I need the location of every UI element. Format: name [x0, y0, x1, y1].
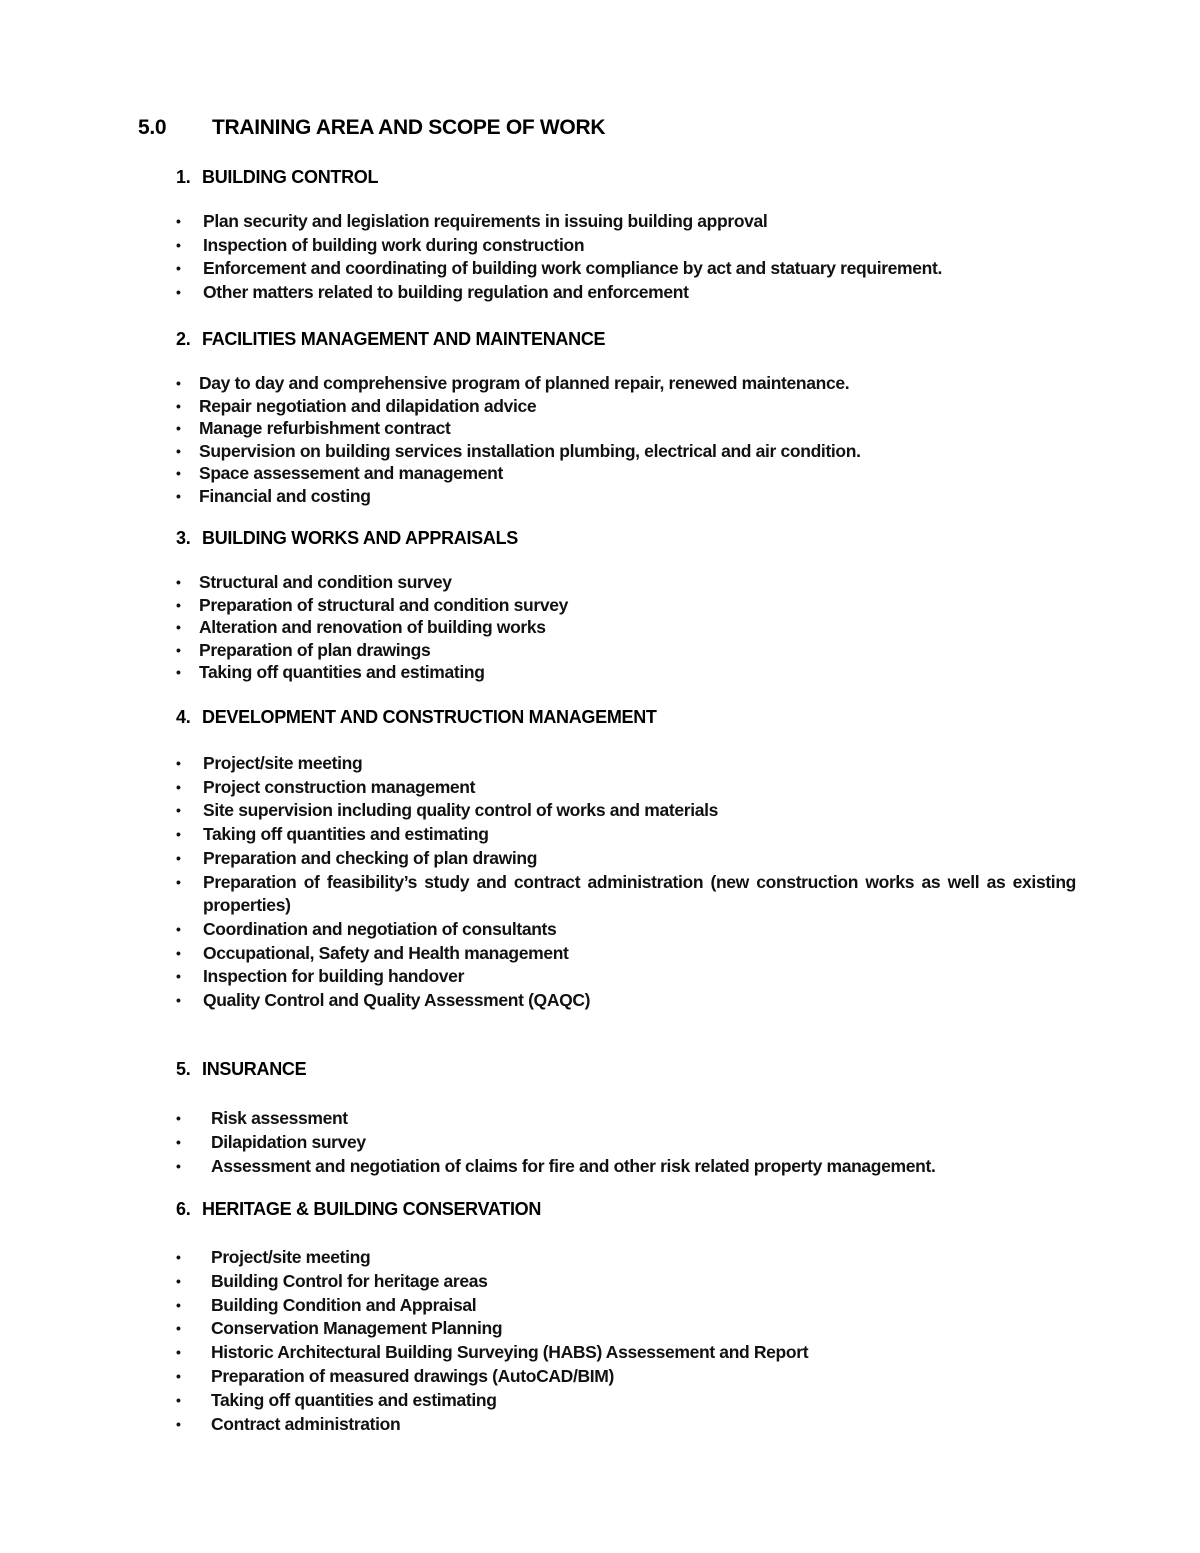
list-item — [176, 847, 1076, 871]
bullet-list — [176, 1106, 1076, 1178]
list-item — [176, 871, 1076, 918]
bullet-icon: • — [176, 944, 181, 961]
section-number: 3. — [176, 528, 191, 548]
main-heading — [138, 116, 605, 140]
bullet-icon: • — [176, 465, 181, 482]
bullet-icon: • — [176, 1272, 181, 1289]
bullet-icon: • — [176, 420, 181, 437]
bullet-icon: • — [176, 968, 181, 985]
list-item-text: Preparation and checking of plan drawing — [203, 847, 538, 868]
list-item-text: Occupational, Safety and Health management — [203, 942, 569, 963]
bullet-icon: • — [176, 236, 181, 253]
bullet-icon: • — [176, 826, 181, 843]
bullet-icon: • — [176, 1134, 181, 1150]
list-item — [176, 752, 1076, 776]
bullet-icon: • — [176, 260, 181, 277]
bullet-icon: • — [176, 1415, 181, 1432]
list-item-text: Historic Architectural Building Surveying (HABS) Assessement and Report — [211, 1342, 809, 1363]
bullet-icon: • — [176, 641, 181, 658]
list-item — [176, 1317, 1076, 1341]
bullet-icon: • — [176, 1110, 181, 1126]
bullet-icon: • — [176, 1344, 181, 1361]
section-title-text: BUILDING CONTROL — [202, 167, 379, 187]
list-item-text: Preparation of feasibility’s study and contract administration (new construction works as well as existing properties) — [203, 871, 1076, 916]
list-item — [176, 942, 1076, 966]
bullet-icon: • — [176, 802, 181, 819]
bullet-icon: • — [176, 1296, 181, 1313]
section-title-text: HERITAGE & BUILDING CONSERVATION — [202, 1199, 542, 1219]
section-number: 5. — [176, 1059, 191, 1079]
list-item — [176, 257, 1076, 281]
section-development-construction — [176, 706, 1076, 1013]
bullet-icon: • — [176, 283, 181, 300]
list-item — [176, 594, 1076, 617]
list-item — [176, 440, 1076, 463]
bullet-icon: • — [176, 920, 181, 937]
list-item-text: Day to day and comprehensive program of planned repair, renewed maintenance. — [199, 373, 850, 393]
bullet-list — [176, 1246, 1076, 1436]
bullet-icon: • — [176, 1320, 181, 1337]
bullet-icon: • — [176, 1367, 181, 1384]
bullet-icon: • — [176, 375, 181, 391]
list-item-text: Taking off quantities and estimating — [203, 824, 489, 845]
list-item-text: Project construction management — [203, 776, 476, 797]
section-title — [176, 527, 1076, 549]
bullet-icon: • — [176, 596, 181, 613]
list-item-text: Supervision on building services installation plumbing, electrical and air condition. — [199, 440, 861, 461]
bullet-list — [176, 752, 1076, 1013]
section-title-text: INSURANCE — [202, 1059, 307, 1079]
list-item — [176, 462, 1076, 485]
bullet-icon: • — [176, 849, 181, 866]
section-building-works — [176, 527, 1076, 684]
list-item — [176, 1154, 1076, 1178]
list-item-text: Risk assessment — [211, 1108, 348, 1128]
list-item-text: Repair negotiation and dilapidation advice — [199, 395, 537, 416]
bullet-list — [176, 372, 1076, 508]
section-title-text: BUILDING WORKS AND APPRAISALS — [202, 528, 518, 548]
list-item-text: Taking off quantities and estimating — [211, 1389, 497, 1410]
list-item-text: Alteration and renovation of building works — [199, 617, 546, 638]
list-item-text: Coordination and negotiation of consultants — [203, 918, 557, 939]
list-item-text: Preparation of structural and condition survey — [199, 594, 568, 615]
bullet-icon: • — [176, 397, 181, 414]
bullet-icon: • — [176, 442, 181, 459]
list-item — [176, 989, 1076, 1013]
list-item — [176, 1294, 1076, 1318]
list-item — [176, 799, 1076, 823]
bullet-icon: • — [176, 755, 181, 771]
section-building-control — [176, 166, 1076, 304]
list-item-text: Preparation of plan drawings — [199, 639, 431, 660]
list-item — [176, 485, 1076, 508]
bullet-icon: • — [176, 213, 181, 229]
section-number: 2. — [176, 329, 191, 349]
section-facilities-management — [176, 328, 1076, 508]
list-item-text: Building Control for heritage areas — [211, 1270, 488, 1291]
list-item — [176, 234, 1076, 258]
bullet-list — [176, 210, 1076, 304]
list-item — [176, 965, 1076, 989]
list-item — [176, 395, 1076, 418]
list-item — [176, 1341, 1076, 1365]
section-title — [176, 706, 1076, 728]
list-item — [176, 1130, 1076, 1154]
section-insurance — [176, 1058, 1076, 1178]
section-title-text: FACILITIES MANAGEMENT AND MAINTENANCE — [202, 329, 606, 349]
section-title — [176, 1198, 1076, 1220]
list-item-text: Contract administration — [211, 1413, 401, 1434]
list-item — [176, 1270, 1076, 1294]
section-title — [176, 166, 1076, 188]
list-item-text: Inspection for building handover — [203, 966, 465, 987]
bullet-icon: • — [176, 619, 181, 636]
list-item-text: Plan security and legislation requirements in issuing building approval — [203, 211, 768, 231]
bullet-icon: • — [176, 992, 181, 1009]
section-title — [176, 1058, 1076, 1080]
list-item-text: Quality Control and Quality Assessment (QAQC) — [203, 990, 591, 1011]
section-title-text: DEVELOPMENT AND CONSTRUCTION MANAGEMENT — [202, 707, 657, 727]
list-item — [176, 281, 1076, 305]
list-item — [176, 417, 1076, 440]
bullet-icon: • — [176, 873, 181, 890]
section-number: 6. — [176, 1199, 191, 1219]
list-item — [176, 616, 1076, 639]
section-number: 1. — [176, 167, 191, 187]
list-item-text: Space assessement and management — [199, 463, 503, 484]
list-item-text: Conservation Management Planning — [211, 1318, 503, 1339]
list-item-text: Taking off quantities and estimating — [199, 662, 485, 683]
bullet-icon: • — [176, 574, 181, 590]
list-item — [176, 639, 1076, 662]
list-item — [176, 661, 1076, 684]
bullet-icon: • — [176, 664, 181, 681]
list-item — [176, 1106, 1076, 1130]
list-item — [176, 372, 1076, 395]
list-item — [176, 1365, 1076, 1389]
section-number: 4. — [176, 707, 191, 727]
list-item-text: Structural and condition survey — [199, 572, 452, 592]
list-item — [176, 823, 1076, 847]
list-item — [176, 1389, 1076, 1413]
list-item-text: Enforcement and coordinating of building work compliance by act and statuary requirement. — [203, 258, 942, 279]
list-item-text: Financial and costing — [199, 485, 371, 506]
bullet-icon: • — [176, 1249, 181, 1265]
section-title — [176, 328, 1076, 350]
list-item-text: Other matters related to building regulation and enforcement — [203, 281, 689, 302]
bullet-icon: • — [176, 1158, 181, 1174]
list-item-text: Inspection of building work during construction — [203, 234, 585, 255]
list-item — [176, 918, 1076, 942]
list-item-text: Preparation of measured drawings (AutoCAD/BIM) — [211, 1365, 614, 1386]
list-item-text: Project/site meeting — [203, 753, 363, 773]
list-item — [176, 1413, 1076, 1437]
bullet-icon: • — [176, 778, 181, 795]
main-heading-title: TRAINING AREA AND SCOPE OF WORK — [212, 116, 606, 139]
list-item-text: Project/site meeting — [211, 1247, 371, 1267]
bullet-icon: • — [176, 487, 181, 504]
bullet-list — [176, 571, 1076, 684]
bullet-icon: • — [176, 1391, 181, 1408]
list-item — [176, 571, 1076, 594]
list-item-text: Site supervision including quality control of works and materials — [203, 800, 718, 821]
list-item-text: Manage refurbishment contract — [199, 418, 451, 439]
list-item — [176, 1246, 1076, 1270]
list-item-text: Assessment and negotiation of claims for fire and other risk related property management. — [211, 1156, 936, 1176]
list-item — [176, 776, 1076, 800]
list-item-text: Building Condition and Appraisal — [211, 1294, 477, 1315]
list-item — [176, 210, 1076, 234]
section-heritage-conservation — [176, 1198, 1076, 1436]
list-item-text: Dilapidation survey — [211, 1132, 366, 1152]
main-heading-number: 5.0 — [138, 116, 167, 139]
